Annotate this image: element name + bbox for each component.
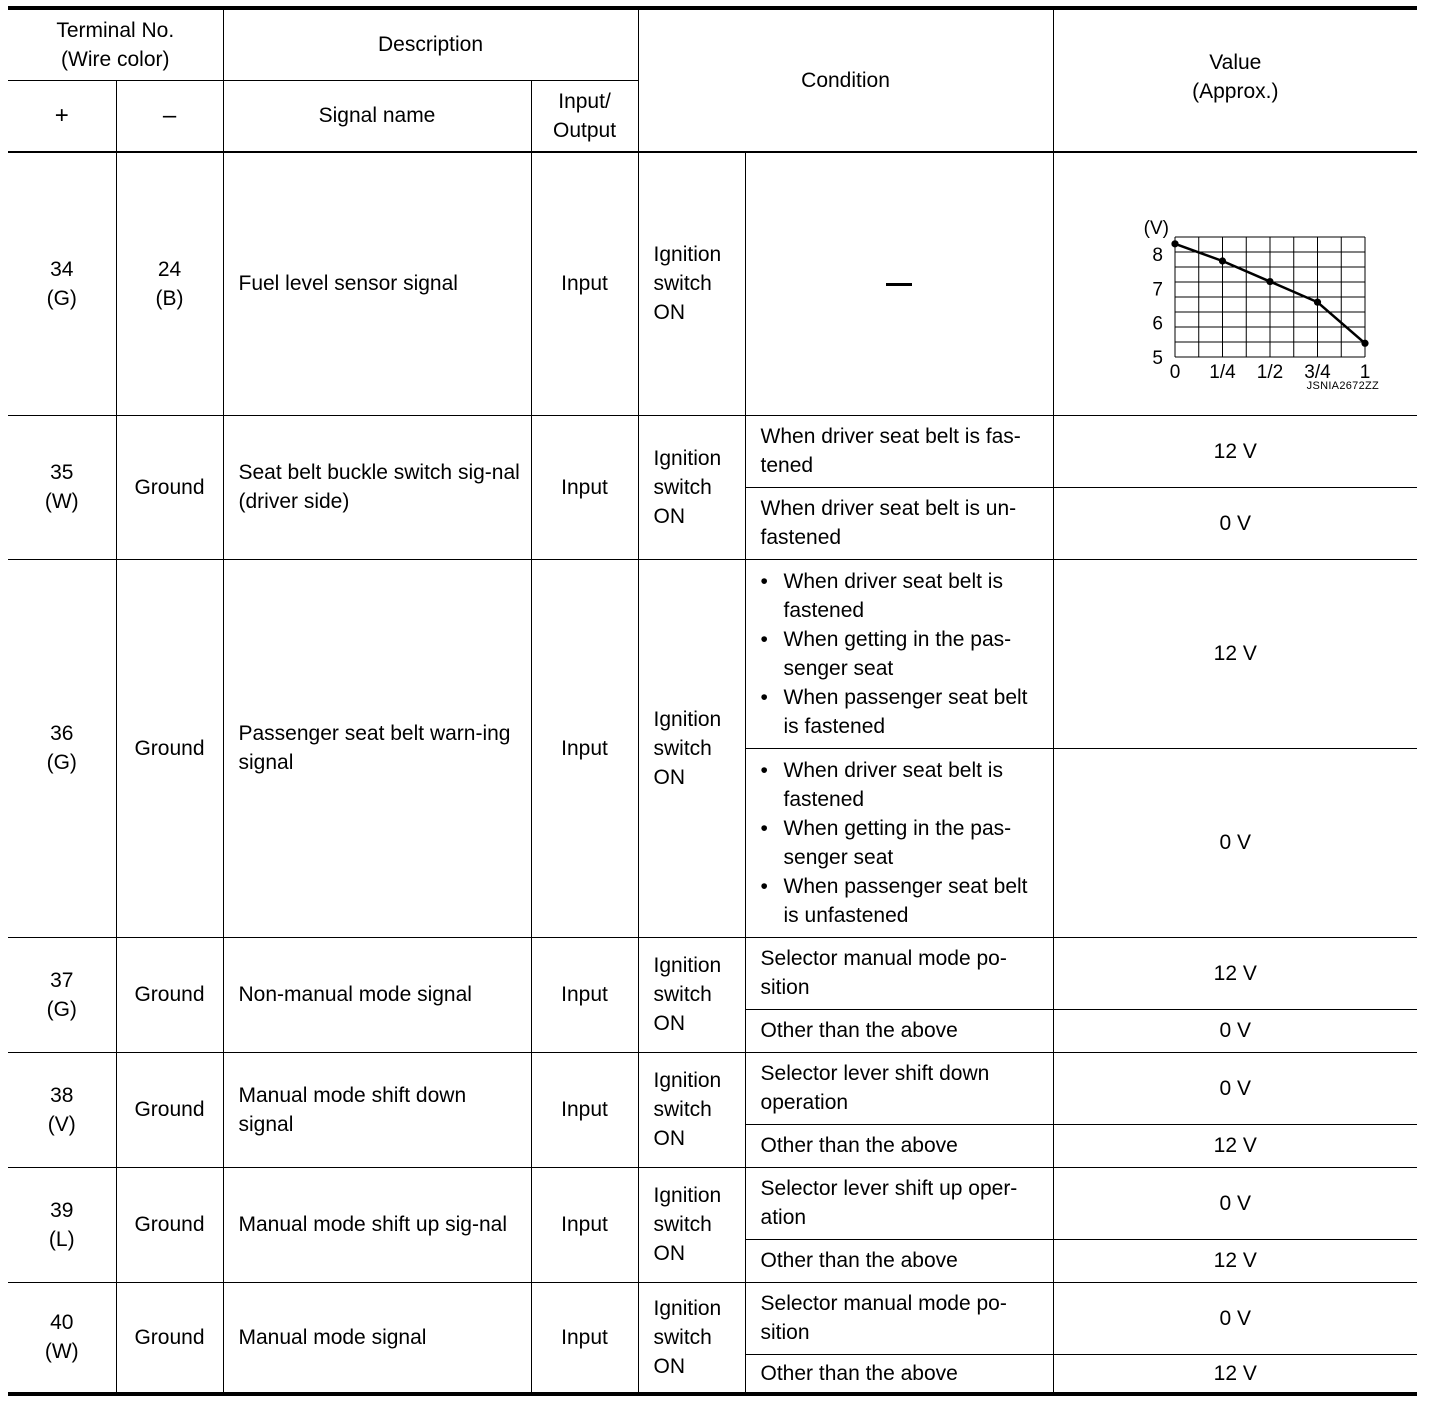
- list-item: • When passenger seat belt is unfastened: [761, 872, 1047, 930]
- terminal-minus: Ground: [116, 1167, 223, 1282]
- terminal-plus: 34 (G): [8, 152, 116, 415]
- value-cell: 0 V: [1053, 1009, 1417, 1052]
- terminal-plus: 39 (L): [8, 1167, 116, 1282]
- condition-detail: [745, 152, 1053, 415]
- input-output: Input: [531, 559, 638, 937]
- value-cell: 0 V: [1053, 487, 1417, 559]
- x-tick-label: 1: [1359, 361, 1371, 383]
- condition-main: Ignition switch ON: [638, 415, 745, 559]
- data-point: [1172, 240, 1179, 247]
- condition-main: Ignition switch ON: [638, 1282, 745, 1394]
- condition-detail: Other than the above: [745, 1124, 1053, 1167]
- value-header: Value (Approx.): [1053, 8, 1417, 152]
- signal-name: Fuel level sensor signal: [223, 152, 531, 415]
- terminal-plus: 37 (G): [8, 937, 116, 1052]
- signal-name: Manual mode signal: [223, 1282, 531, 1394]
- terminal-minus: Ground: [116, 1282, 223, 1394]
- x-tick-label: 1/2: [1257, 361, 1284, 383]
- value-cell: 0 V: [1053, 748, 1417, 937]
- input-output: Input: [531, 1282, 638, 1394]
- input-output: Input: [531, 415, 638, 559]
- minus-header: –: [116, 80, 223, 152]
- table-row: [8, 152, 1417, 415]
- condition-detail: Other than the above: [745, 1009, 1053, 1052]
- signal-name: Manual mode shift down signal: [223, 1052, 531, 1167]
- condition-detail: Other than the above: [745, 1239, 1053, 1282]
- value-cell: 12 V: [1053, 415, 1417, 487]
- table-row: [8, 415, 1417, 487]
- y-axis-label: (V): [1143, 217, 1170, 239]
- terminal-no-header: Terminal No. (Wire color): [8, 8, 223, 80]
- x-tick-label: 1/4: [1209, 361, 1236, 383]
- data-point: [1314, 298, 1321, 305]
- terminal-minus: Ground: [116, 559, 223, 937]
- value-cell: 12 V: [1053, 1124, 1417, 1167]
- input-output: Input: [531, 937, 638, 1052]
- value-cell: 12 V: [1053, 937, 1417, 1009]
- value-cell: 0 V: [1053, 1282, 1417, 1354]
- signal-name: Seat belt buckle switch sig-nal (driver side): [223, 415, 531, 559]
- condition-detail: Selector manual mode po-sition: [745, 937, 1053, 1009]
- terminal-minus: Ground: [116, 1052, 223, 1167]
- value-cell: 12 V: [1053, 1239, 1417, 1282]
- table-row: [8, 1167, 1417, 1239]
- input-output: Input: [531, 1052, 638, 1167]
- condition-detail: [745, 748, 1053, 937]
- table-row: [8, 559, 1417, 748]
- terminal-plus: 38 (V): [8, 1052, 116, 1167]
- condition-detail: Selector manual mode po-sition: [745, 1282, 1053, 1354]
- terminal-minus: Ground: [116, 415, 223, 559]
- list-item: • When driver seat belt is fastened: [761, 567, 1047, 625]
- y-tick-label: 7: [1152, 279, 1164, 301]
- x-tick-label: 0: [1169, 361, 1181, 383]
- condition-main: Ignition switch ON: [638, 1052, 745, 1167]
- list-item: • When passenger seat belt is fastened: [761, 683, 1047, 741]
- condition-header: Condition: [638, 8, 1053, 152]
- y-tick-label: 5: [1152, 347, 1164, 369]
- list-item: • When getting in the pas-senger seat: [761, 625, 1047, 683]
- condition-main: Ignition switch ON: [638, 1167, 745, 1282]
- y-tick-label: 6: [1152, 313, 1164, 335]
- condition-main: Ignition switch ON: [638, 559, 745, 937]
- condition-main: Ignition switch ON: [638, 937, 745, 1052]
- value-cell: 12 V: [1053, 1354, 1417, 1394]
- table-row: [8, 1282, 1417, 1354]
- input-output: Input: [531, 152, 638, 415]
- description-header: Description: [223, 8, 638, 80]
- y-tick-label: 8: [1152, 244, 1164, 266]
- table-row: [8, 937, 1417, 1009]
- signal-name: Non-manual mode signal: [223, 937, 531, 1052]
- table-row: [8, 1052, 1417, 1124]
- terminal-plus: 35 (W): [8, 415, 116, 559]
- condition-detail: Selector lever shift up oper-ation: [745, 1167, 1053, 1239]
- value-cell: 12 V: [1053, 559, 1417, 748]
- data-point: [1219, 257, 1226, 264]
- condition-detail: [745, 559, 1053, 748]
- terminal-minus: 24 (B): [116, 152, 223, 415]
- condition-list: [761, 756, 1047, 930]
- condition-detail: When driver seat belt is fas-tened: [745, 415, 1053, 487]
- value-graph-cell: [1053, 152, 1417, 415]
- fuel-level-voltage-chart: [1085, 199, 1385, 383]
- x-tick-label: 3/4: [1304, 361, 1331, 383]
- input-output-header: Input/ Output: [531, 80, 638, 152]
- terminal-spec-table: [8, 6, 1417, 1396]
- list-item: • When getting in the pas-senger seat: [761, 814, 1047, 872]
- condition-main: Ignition switch ON: [638, 152, 745, 415]
- data-point: [1362, 339, 1369, 346]
- terminal-plus: 40 (W): [8, 1282, 116, 1394]
- signal-name: Manual mode shift up sig-nal: [223, 1167, 531, 1282]
- figure-code: JSNIA2672ZZ: [1306, 379, 1380, 392]
- condition-detail: When driver seat belt is un-fastened: [745, 487, 1053, 559]
- dash-mark: [886, 283, 912, 286]
- data-point: [1267, 278, 1274, 285]
- terminal-plus: 36 (G): [8, 559, 116, 937]
- condition-detail: Selector lever shift down operation: [745, 1052, 1053, 1124]
- input-output: Input: [531, 1167, 638, 1282]
- condition-detail: Other than the above: [745, 1354, 1053, 1394]
- value-cell: 0 V: [1053, 1052, 1417, 1124]
- condition-list: [761, 567, 1047, 741]
- terminal-minus: Ground: [116, 937, 223, 1052]
- list-item: • When driver seat belt is fastened: [761, 756, 1047, 814]
- value-cell: 0 V: [1053, 1167, 1417, 1239]
- signal-name-header: Signal name: [223, 80, 531, 152]
- signal-name: Passenger seat belt warn-ing signal: [223, 559, 531, 937]
- plus-header: +: [8, 80, 116, 152]
